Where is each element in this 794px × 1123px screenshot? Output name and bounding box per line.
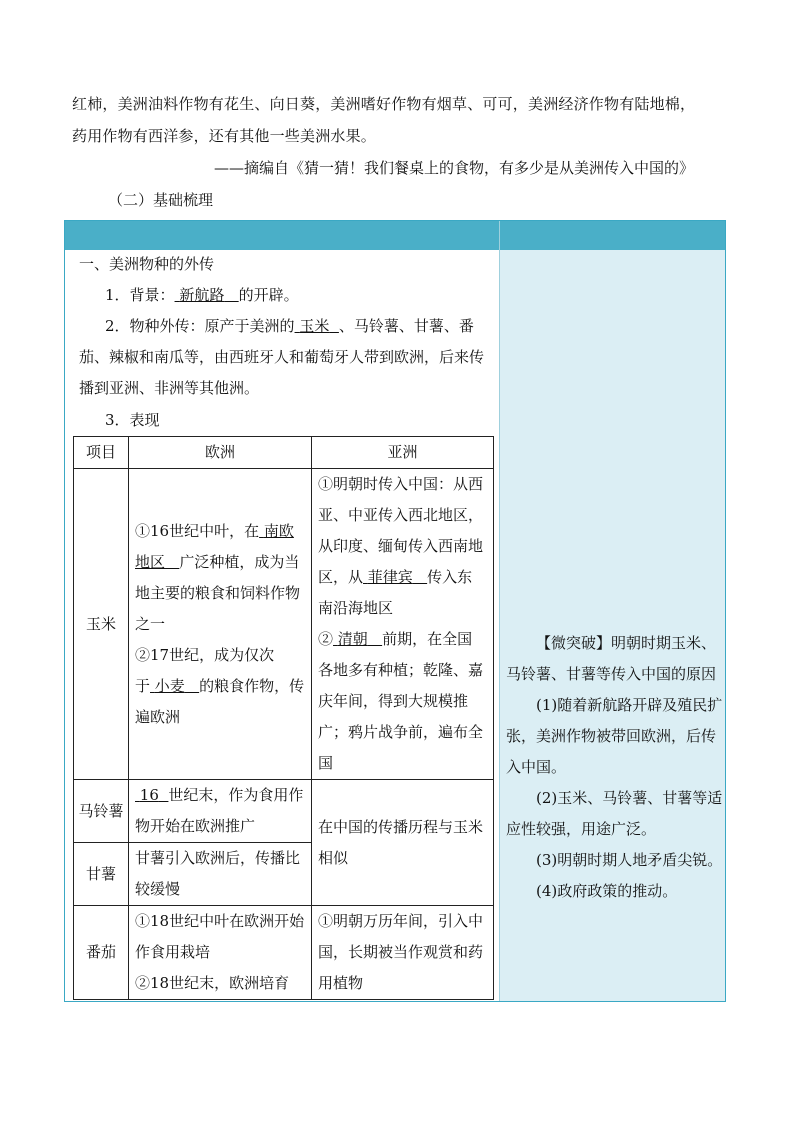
table-row-corn [74,469,494,780]
background-suffix: 的开辟。 [238,286,299,304]
intro-line-1: 红柿，美洲油料作物有花生、向日葵，美洲嗜好作物有烟草、可可，美洲经济作物有陆地棉， [72,95,696,113]
table-header-row [74,437,494,469]
background-line [105,280,493,311]
header-asia: 亚洲 [312,437,494,469]
corn-asia: ①明朝时传入中国：从西亚、中亚传入西北地区，从印度、缅甸传入西南地区，从 菲律宾 传入东南沿海地区 ② 清朝 前期，在全国各地多有种植；乾隆、嘉庆年间，得到大规模推广；鸦片战争前，遍布全国 [312,469,494,780]
manifestation-label: 3．表现 [105,411,160,429]
spread-rest: 、马铃薯、甘薯、番茄、辣椒和南瓜等，由西班牙人和葡萄牙人带到欧洲，后来传播到亚洲、非洲等其他洲。 [79,317,485,397]
header-bar-right [500,221,725,250]
item-sweet-potato: 甘薯 [74,843,129,906]
table-row-tomato [74,906,494,1000]
tips-point-1: (1)随着新航路开辟及殖民扩张，美洲作物被带回欧洲，后传入中国。 [506,696,723,776]
source-citation: ——摘编自《猜一猜！我们餐桌上的食物，有多少是从美洲传入中国的》 [214,159,695,177]
potato-europe: 16 世纪末，作为食用作物开始在欧洲推广 [129,780,312,843]
item-corn: 玉米 [74,469,129,780]
study-table [64,220,726,1002]
item-tomato: 番茄 [74,906,129,1000]
corn-europe: ①16世纪中叶，在 南欧地区 广泛种植，成为当地主要的粮食和饲料作物之一 ②17世纪，成为仅次于 小麦 的粮食作物，传遍欧洲 [129,469,312,780]
manifestation-table [73,436,494,1000]
header-bar-left [65,221,499,250]
header-item: 项目 [74,437,129,469]
section-heading: 一、美洲物种的外传 [79,255,215,273]
background-answer: 新航路 [179,286,225,304]
tips-point-2: (2)玉米、马铃薯、甘薯等适应性较强，用途广泛。 [506,789,723,838]
spread-answer: 玉米 [299,317,330,335]
tomato-europe: ①18世纪中叶在欧洲开始作食用栽培 ②18世纪末，欧洲培育 [129,906,312,1000]
item-potato: 马铃薯 [74,780,129,843]
intro-line-2: 药用作物有西洋参，还有其他一些美洲水果。 [72,127,377,145]
tips-point-4: (4)政府政策的推动。 [536,882,678,900]
potato-sweetpotato-asia: 在中国的传播历程与玉米相似 [312,780,494,906]
spread-prefix: 2．物种外传：原产于美洲的 [105,317,295,335]
background-prefix: 1．背景： [105,286,175,304]
spread-paragraph [79,311,493,404]
tips-point-3: (3)明朝时期人地矛盾尖锐。 [536,851,723,869]
sweet-potato-europe: 甘薯引入欧洲后，传播比较缓慢 [129,843,312,906]
header-europe: 欧洲 [129,437,312,469]
tips-text [506,628,724,907]
tomato-asia: ①明朝万历年间，引入中国，长期被当作观赏和药用植物 [312,906,494,1000]
section-title: （二）基础梳理 [108,191,214,209]
tips-column [500,250,725,1001]
tips-title: 【微突破】明朝时期玉米、马铃薯、甘薯等传入中国的原因 [506,634,717,683]
table-row-potato [74,780,494,843]
